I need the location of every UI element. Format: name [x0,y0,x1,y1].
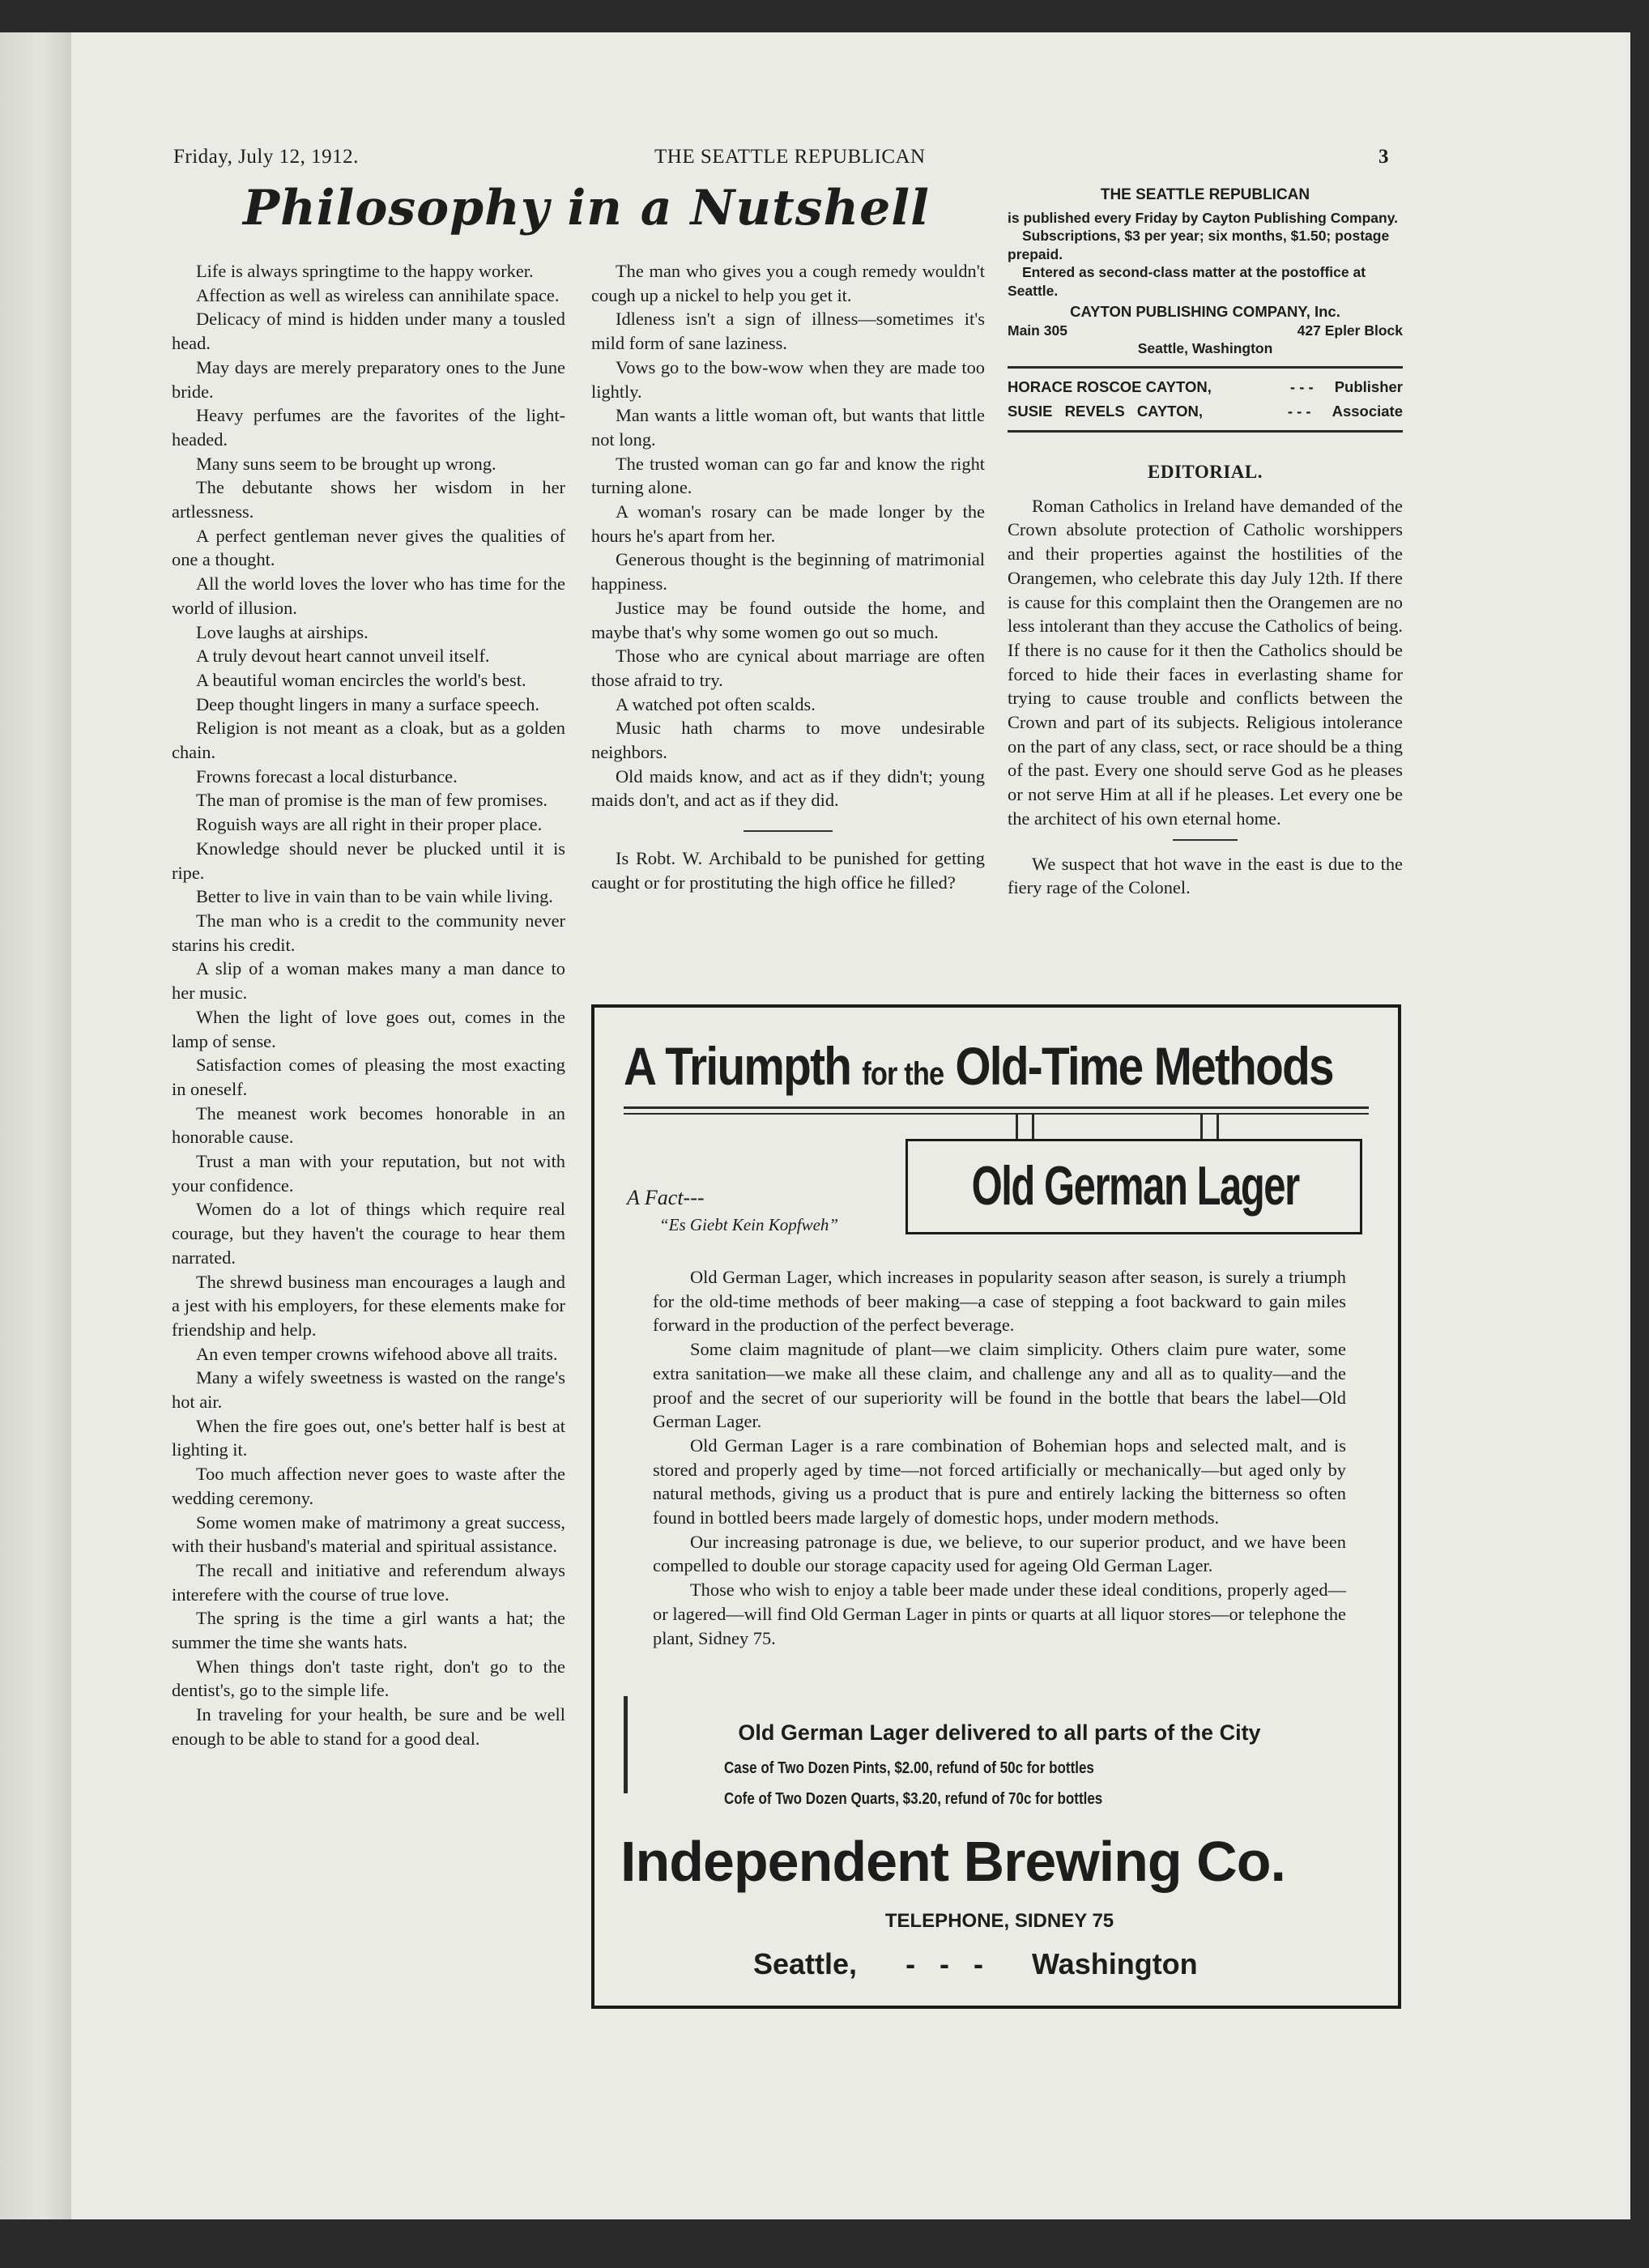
editorial-paragraph-1: Roman Catholics in Ireland have demanded of the Crown absolute protection of Catholic worshippers and their properties against the hostilities of the Orangemen, who celebrate this day July 12th. If there is cause for this complaint then the Orangemen are no less intolerant than they accuse the Catholics of being. If there is no cause for it then the Catholics should be forced to hide their faces in everlasting shame for trying to cause trouble and conflicts between the Crown and part of its subjects. Religious intolerance on the part of any class, sect, or race should be a thing of the past. Every one should serve God as he pleases or not serve Him at all if he pleases. Let every one be the architect of his own eternal home. [1008,495,1403,829]
ad-company: Independent Brewing Co. [620,1830,1285,1893]
ad-brand-box [905,1139,1362,1234]
ad-headline-rule-1 [624,1106,1369,1109]
epigram-paragraph: A truly devout heart cannot unveil itself. [196,646,490,667]
epigram-paragraph: Roguish ways are all right in their proper place. [196,814,543,835]
epigram-paragraph: When the light of love goes out, comes in the lamp of sense. [172,1006,565,1051]
ad-fact-quote: “Es Giebt Kein Kopfweh” [659,1215,839,1234]
masthead-name: THE SEATTLE REPUBLICAN [1100,186,1310,203]
ad-hanger-1 [1016,1115,1018,1139]
column-philosophy-2 [591,259,985,895]
ad-paragraph-4: Our increasing patronage is due, we believe, to our superior product, and we have been compelled to double our storage capacity used for ageing Old German Lager. [653,1531,1346,1576]
ad-headline-a: A Triumpth [624,1036,851,1096]
masthead-address: 427 Epler Block [1297,322,1403,339]
ad-price-quarts: Cofe of Two Dozen Quarts, $3.20, refund of 70c for bottles [724,1790,1103,1808]
epigram-paragraph: All the world loves the lover who has time for the world of illusion. [172,573,565,618]
ad-hanger-3 [1200,1115,1203,1139]
ad-paragraph-3: Old German Lager is a rare combination of Bohemian hops and selected malt, and is stored and properly aged by time—not forced artificially or mechanically—but aged only by natural methods, giving us a product that is pure and entirely lacking the bitterness so often found in bottled beers made largely of domestic hops, under modern methods. [653,1435,1346,1528]
epigram-paragraph: Music hath charms to move undesirable neighbors. [591,718,985,763]
masthead-company: CAYTON PUBLISHING COMPANY, Inc. [1070,303,1340,320]
epigram-paragraph: Too much affection never goes to waste after the wedding ceremony. [172,1464,565,1508]
epigram-paragraph: When the fire goes out, one's better half is best at lighting it. [172,1415,565,1460]
ad-paragraph-5: Those who wish to enjoy a table beer made under these ideal conditions, properly aged—or lagered—will find Old German Lager in pints or quarts at all liquor stores—or telephone the plant, Sidney 75. [653,1580,1346,1648]
ad-paragraph-1: Old German Lager, which increases in popularity season after season, is surely a triumph for the old-time methods of beer making—a case of stepping a foot backward to gain miles forward in the production of the perfect beverage. [653,1267,1346,1336]
epigram-paragraph: Delicacy of mind is hidden under many a tousled head. [172,309,565,354]
epigram-paragraph: Religion is not meant as a cloak, but as a golden chain. [172,718,565,763]
masthead-rule-bottom [1008,430,1403,433]
ad-hanger-2 [1032,1115,1034,1139]
epigram-paragraph: Better to live in vain than to be vain while living. [196,886,553,907]
epigram-paragraph: A slip of a woman makes many a man dance to her music. [172,958,565,1004]
ad-hanger-4 [1217,1115,1219,1139]
masthead-subscription-line: Subscriptions, $3 per year; six months, $1.50; postage prepaid. [1008,228,1390,262]
ad-state: Washington [1032,1947,1198,1980]
epigram-paragraph: The man of promise is the man of few promises. [196,790,548,811]
epigram-paragraph: Generous thought is the beginning of matrimonial happiness. [591,549,985,595]
epigram-paragraph: Life is always springtime to the happy worker. [196,261,534,281]
epigram-paragraph: The trusted woman can go far and know the right turning alone. [591,453,985,498]
ad-headline-rule-2 [624,1113,1369,1115]
page-number: 3 [1378,146,1389,168]
epigram-paragraph: A woman's rosary can be made longer by the hours he's apart from her. [591,501,985,546]
staff-associate-role: Associate [1332,402,1403,420]
binding-margin [0,32,71,2219]
paper-name: THE SEATTLE REPUBLICAN [654,146,926,168]
ad-price-pints: Case of Two Dozen Pints, $2.00, refund of 50c for bottles [724,1759,1094,1777]
epigram-paragraph: When things don't taste right, don't go to the dentist's, go to the simple life. [172,1656,565,1701]
ad-city-line [753,1947,1198,1981]
epigram-paragraph: Satisfaction comes of pleasing the most exacting in oneself. [172,1055,565,1099]
ad-city: Seattle, [753,1947,858,1980]
epigram-paragraph: The debutante shows her wisdom in her artlessness. [172,477,565,522]
epigram-paragraph: Love laughs at airships. [196,621,369,642]
ad-fact: A Fact--- [627,1186,705,1209]
epigram-paragraph: Justice may be found outside the home, and maybe that's why some women go out so much. [591,597,985,642]
epigram-paragraph: Women do a lot of things which require real courage, but they haven't the courage to hear them narrated. [172,1199,565,1268]
question-paragraph: Is Robt. W. Archibald to be punished for getting caught or for prostituting the high office he filled? [591,848,985,893]
epigram-paragraph: In traveling for your health, be sure and be well enough to be able to stand for a good deal. [172,1704,565,1749]
masthead-phone: Main 305 [1008,322,1067,339]
masthead-rule-top [1008,366,1403,369]
editorial-column [1008,460,1403,900]
epigram-paragraph: The recall and initiative and referendum always interefere with the course of true love. [172,1559,565,1605]
staff-associate-name: SUSIE REVELS CAYTON, [1008,402,1204,420]
editorial-paragraph-2: We suspect that hot wave in the east is due to the fiery rage of the Colonel. [1008,853,1403,898]
epigram-paragraph: May days are merely preparatory ones to the June bride. [172,356,565,402]
column-title: Philosophy in a Nutshell [243,180,930,237]
epigram-paragraph: Many a wifely sweetness is wasted on the range's hot air. [172,1367,565,1413]
epigram-paragraph: Man wants a little woman oft, but wants that little not long. [591,405,985,450]
epigram-paragraph: An even temper crowns wifehood above all traits. [196,1343,558,1364]
staff-publisher-role: Publisher [1334,377,1403,395]
ad-body [653,1265,1346,1650]
epigram-paragraph: The spring is the time a girl wants a hat; the summer the time she wants hats. [172,1608,565,1653]
staff-associate-dash: - - - [1287,402,1311,420]
epigram-paragraph: Old maids know, and act as if they didn't; young maids don't, and act as if they did. [591,765,985,811]
epigram-paragraph: A perfect gentleman never gives the qualities of one a thought. [172,525,565,570]
epigram-paragraph: Trust a man with your reputation, but not with your confidence. [172,1151,565,1196]
ad-delivery: Old German Lager delivered to all parts of the City [738,1720,1261,1745]
epigram-paragraph: Heavy perfumes are the favorites of the light-headed. [172,405,565,450]
epigram-paragraph: Many suns seem to be brought up wrong. [196,453,496,474]
masthead [1008,186,1403,433]
epigram-paragraph: Idleness isn't a sign of illness—sometimes it's mild form of sane laziness. [591,309,985,354]
staff-publisher-name: HORACE ROSCOE CAYTON, [1008,377,1212,395]
epigram-paragraph: Knowledge should never be plucked until it is ripe. [172,838,565,883]
epigram-paragraph: Frowns forecast a local disturbance. [196,765,458,787]
column-philosophy-1 [172,259,565,1751]
epigram-paragraph: A watched pot often scalds. [616,693,816,714]
masthead-publish-line: is published every Friday by Cayton Publishing Company. [1008,209,1398,226]
ad-headline-c: Old-Time Methods [955,1036,1333,1096]
epigram-paragraph: Deep thought lingers in many a surface speech. [196,693,540,714]
epigram-paragraph: Some women make of matrimony a great success, with their husband's material and spiritual assistance. [172,1511,565,1557]
epigram-paragraph: Vows go to the bow-wow when they are made too lightly. [591,356,985,402]
issue-date: Friday, July 12, 1912. [173,146,359,168]
epigram-paragraph: The man who is a credit to the community never starins his credit. [172,910,565,955]
masthead-city: Seattle, Washington [1137,340,1273,356]
ad-headline [624,1035,1333,1097]
editorial-divider [1173,839,1238,841]
staff-publisher-dash: - - - [1289,377,1314,395]
epigram-paragraph: Those who are cynical about marriage are often those afraid to try. [591,646,985,690]
ad-paragraph-2: Some claim magnitude of plant—we claim simplicity. Others claim pure water, some extra sanitation—we make all these claim, and challenge any and all as to quality—and the proof and the secret of our superiority will be found in the bottle that bears the label—Old German Lager. [653,1339,1346,1432]
epigram-paragraph: The shrewd business man encourages a laugh and a jest with his employers, for these elements make for friendship and help. [172,1271,565,1340]
ad-headline-b: for the [862,1056,944,1092]
brewing-advertisement [591,1004,1401,2009]
ad-telephone: TELEPHONE, SIDNEY 75 [884,1910,1114,1932]
column-divider [744,830,833,832]
ad-brand: Old German Lager [971,1155,1299,1217]
epigram-paragraph: A beautiful woman encircles the world's best. [196,669,526,690]
ad-city-dash: - - - [905,1947,984,1980]
masthead-entry-line: Entered as second-class matter at the postoffice at Seattle. [1008,264,1366,299]
editorial-heading: EDITORIAL. [1148,462,1263,482]
epigram-paragraph: Affection as well as wireless can annihilate space. [196,284,560,305]
epigram-paragraph: The meanest work becomes honorable in an honorable cause. [172,1102,565,1148]
epigram-paragraph: The man who gives you a cough remedy wouldn't cough up a nickel to help you get it. [591,261,985,305]
